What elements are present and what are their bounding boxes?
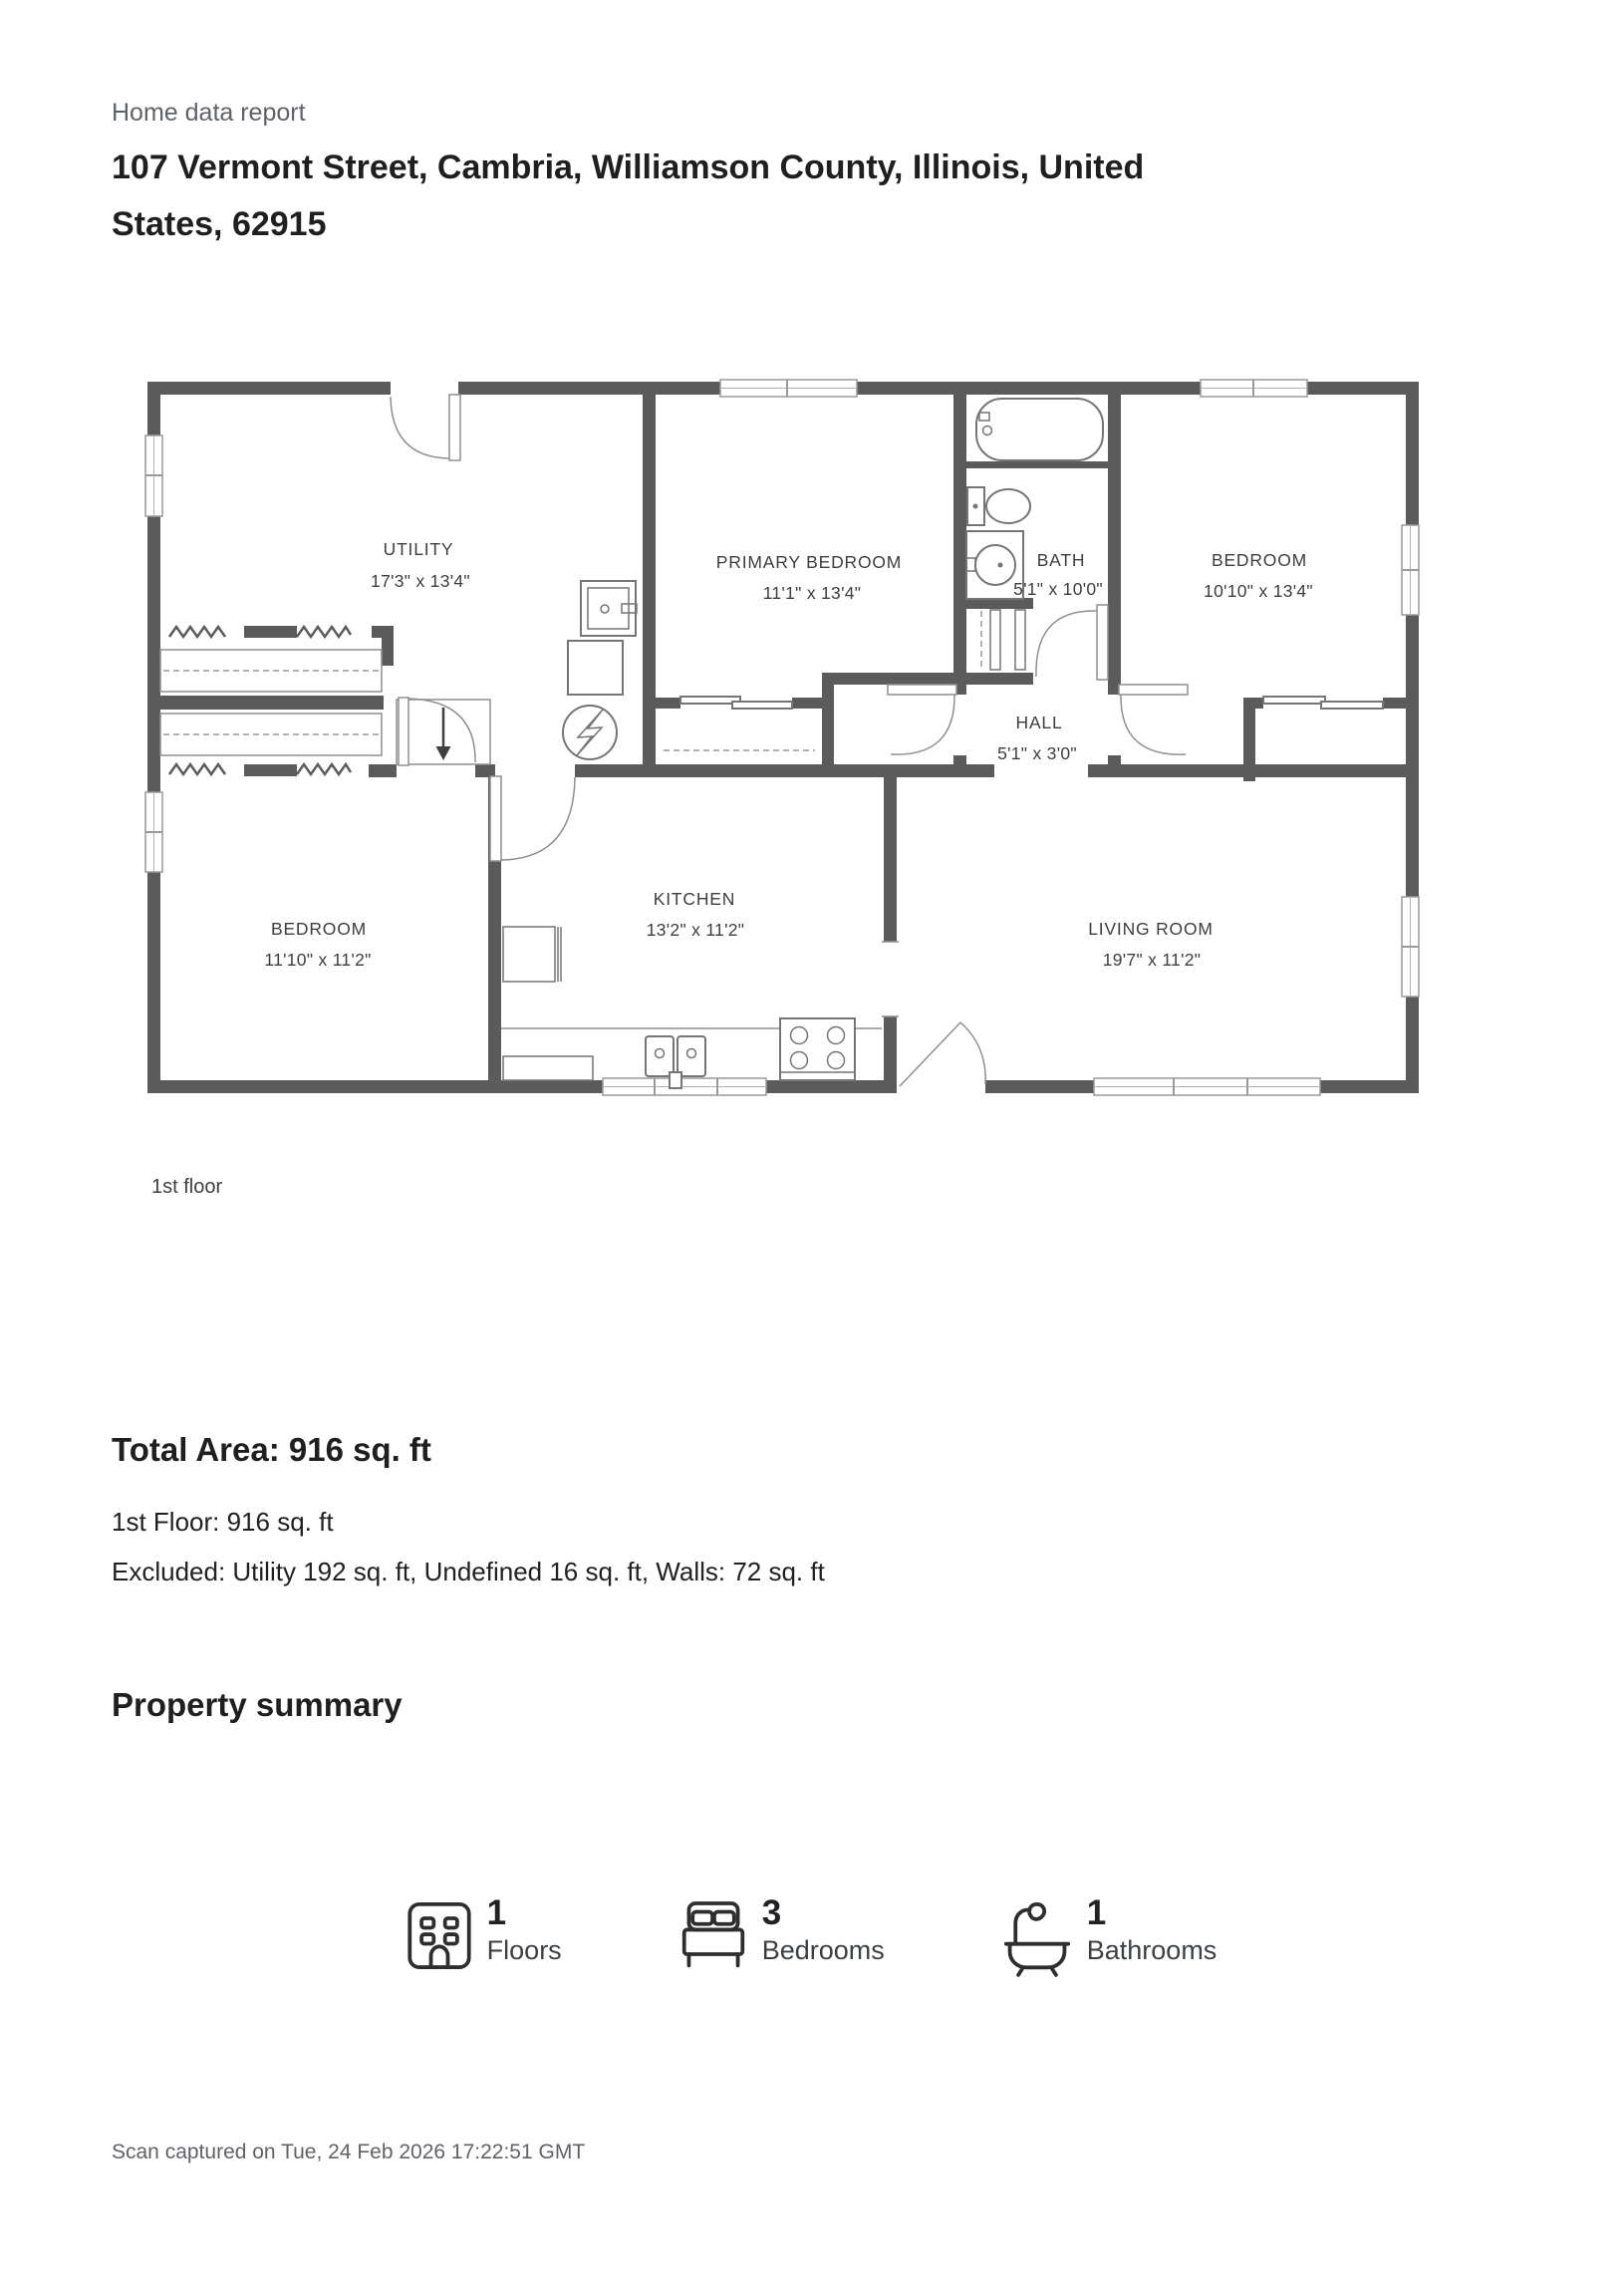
bedroom-door xyxy=(1119,685,1188,754)
water-heater xyxy=(581,581,637,636)
room-label: BEDROOM xyxy=(270,919,368,939)
floors-label: Floors xyxy=(486,1935,562,1965)
window xyxy=(145,792,162,872)
kitchen-fixtures xyxy=(501,927,882,1088)
primary-closet-sliding-doors xyxy=(664,697,815,750)
windows xyxy=(145,380,1419,1095)
kitchen-table xyxy=(503,927,561,982)
window xyxy=(145,435,162,516)
property-summary-heading: Property summary xyxy=(112,1686,403,1723)
room-dims: 17'3" x 13'4" xyxy=(371,571,470,591)
doors xyxy=(391,395,1188,1086)
window xyxy=(1201,380,1307,397)
bathrooms-label: Bathrooms xyxy=(1086,1935,1217,1965)
room-labels xyxy=(264,539,1313,970)
room-dims: 10'10" x 13'4" xyxy=(1204,581,1313,601)
primary-bedroom-door xyxy=(888,685,956,754)
hall-closet xyxy=(981,610,1025,670)
kitchen-cabinet xyxy=(503,1056,593,1080)
first-floor-area: 1st Floor: 916 sq. ft xyxy=(112,1507,334,1537)
room-dims: 13'2" x 11'2" xyxy=(646,920,745,940)
window xyxy=(720,380,857,397)
room-dims: 5'1" x 3'0" xyxy=(997,743,1077,763)
room-dims: 11'10" x 11'2" xyxy=(264,950,372,970)
bedrooms-count: 3 xyxy=(761,1893,782,1932)
bathtub-icon xyxy=(1002,1899,1072,1982)
bedrooms-label: Bedrooms xyxy=(761,1935,885,1965)
stairs-down-arrow xyxy=(436,746,451,760)
floors-count: 1 xyxy=(486,1893,507,1932)
electrical-panel xyxy=(568,641,623,695)
floors-stat xyxy=(406,1893,562,1982)
stove xyxy=(780,1018,855,1080)
scan-timestamp: Scan captured on Tue, 24 Feb 2026 17:22:51 GMT xyxy=(112,2141,586,2163)
stairs-door xyxy=(399,698,475,765)
property-address-heading xyxy=(112,140,1144,253)
front-door xyxy=(391,395,460,460)
bathtub-fixture xyxy=(976,399,1103,460)
electric-meter xyxy=(563,706,617,759)
bedrooms-stat xyxy=(679,1893,885,1982)
property-summary-stats xyxy=(0,1893,1623,1982)
report-type-label: Home data report xyxy=(112,99,306,127)
room-dims: 11'1" x 13'4" xyxy=(762,583,862,603)
floor-label: 1st floor xyxy=(151,1176,223,1198)
address-line-2: States, 62915 xyxy=(112,205,327,243)
address-line-1: 107 Vermont Street, Cambria, Williamson County, Illinois, United xyxy=(112,148,1145,186)
bedroom-closet-sliding-doors xyxy=(1263,697,1383,709)
bathrooms-count: 1 xyxy=(1086,1893,1107,1932)
building-icon xyxy=(406,1899,472,1976)
utility-fixtures xyxy=(563,581,637,759)
window xyxy=(1402,525,1419,615)
floor-plan xyxy=(139,374,1427,1099)
room-dims: 5'1" x 10'0" xyxy=(1013,579,1103,599)
room-label: UTILITY xyxy=(383,539,454,559)
window xyxy=(1402,897,1419,997)
kitchen-door xyxy=(490,776,575,861)
bathrooms-stat xyxy=(1002,1893,1217,1982)
room-label: HALL xyxy=(1015,713,1063,732)
total-area-heading: Total Area: 916 sq. ft xyxy=(112,1431,431,1468)
excluded-areas: Excluded: Utility 192 sq. ft, Undefined 16 sq. ft, Walls: 72 sq. ft xyxy=(112,1557,825,1586)
toilet-fixture xyxy=(967,487,1030,525)
walls xyxy=(147,382,1419,1093)
room-label: KITCHEN xyxy=(653,889,736,909)
room-label: BEDROOM xyxy=(1211,550,1308,570)
room-label: BATH xyxy=(1036,550,1086,570)
bath-door xyxy=(1036,605,1108,680)
window xyxy=(1094,1078,1320,1095)
living-room-exterior-door xyxy=(900,1022,985,1086)
room-dims: 19'7" x 11'2" xyxy=(1102,950,1202,970)
room-label: PRIMARY BEDROOM xyxy=(715,552,903,572)
window xyxy=(603,1078,766,1095)
bed-icon xyxy=(679,1899,747,1980)
room-label: LIVING ROOM xyxy=(1088,919,1214,939)
